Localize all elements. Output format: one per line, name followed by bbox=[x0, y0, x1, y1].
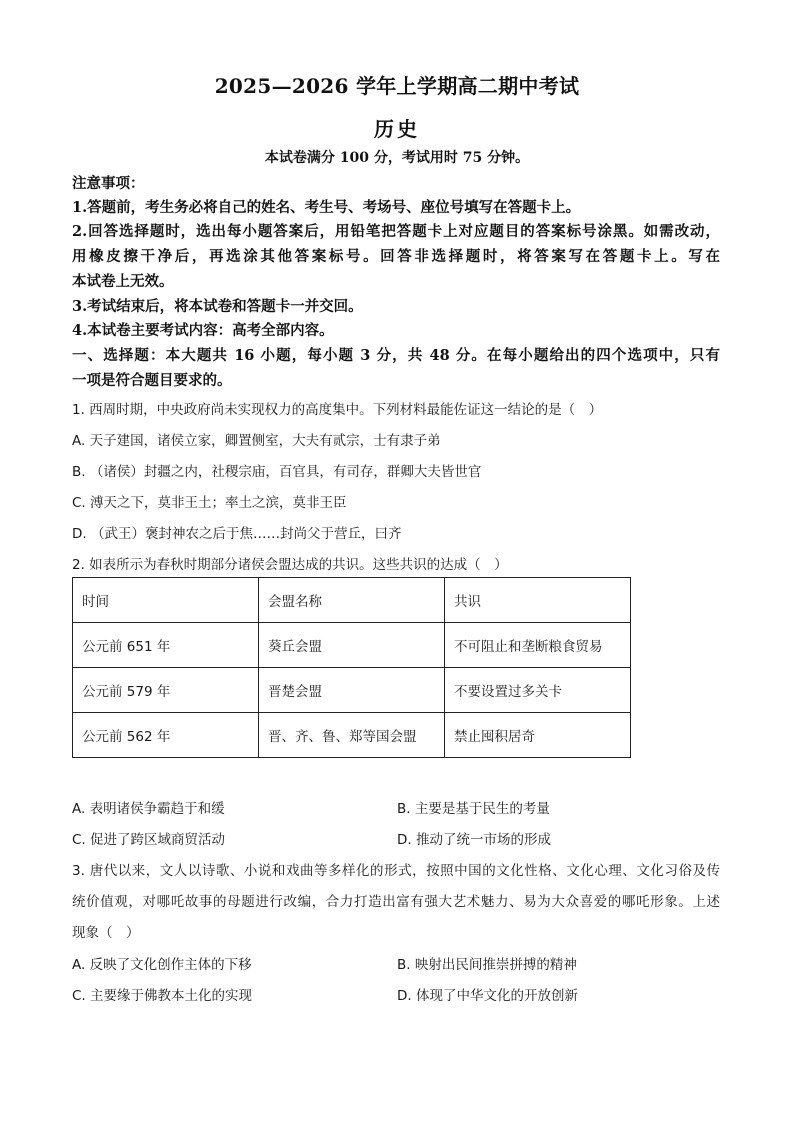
q1-option-b: B. （诸侯）封疆之内，社稷宗庙，百官具，有司存，群卿大夫皆世官 bbox=[72, 464, 482, 480]
q2-option-d: D. 推动了统一市场的形成 bbox=[397, 832, 551, 848]
table-cell: 不可阻止和垄断粮食贸易 bbox=[445, 623, 631, 668]
table-header-cell: 时间 bbox=[73, 578, 259, 623]
notes-item-1: 1.答题前，考生务必将自己的姓名、考生号、考场号、座位号填写在答题卡上。 bbox=[72, 199, 581, 216]
table-cell: 晋楚会盟 bbox=[259, 668, 445, 713]
score-time-line: 本试卷满分 100 分，考试用时 75 分钟。 bbox=[264, 150, 530, 166]
q3-stem-line-2: 统价值观，对哪吒故事的母题进行改编，合力打造出富有强大艺术魅力、易为大众喜爱的哪吒形象。上述 bbox=[72, 894, 720, 910]
q3-stem-line-1: 3. 唐代以来，文人以诗歌、小说和戏曲等多样化的形式，按照中国的文化性格、文化心理、文化习俗及传 bbox=[72, 863, 720, 879]
q3-stem-line-3: 现象（ ） bbox=[72, 925, 140, 941]
table-cell: 公元前 651 年 bbox=[73, 623, 259, 668]
notes-heading: 注意事项： bbox=[72, 175, 145, 192]
q3-option-a: A. 反映了文化创作主体的下移 bbox=[72, 957, 252, 973]
section-heading-line-2: 一项是符合题目要求的。 bbox=[72, 372, 232, 389]
notes-item-2-line-2: 用橡皮擦干净后，再选涂其他答案标号。回答非选择题时，将答案写在答题卡上。写在 bbox=[72, 248, 720, 265]
table-header-cell: 会盟名称 bbox=[259, 578, 445, 623]
notes-item-2-line-1: 2.回答选择题时，选出每小题答案后，用铅笔把答题卡上对应题目的答案标号涂黑。如需改动， bbox=[72, 223, 720, 240]
q1-option-d: D. （武王）褒封神农之后于焦……封尚父于营丘，曰齐 bbox=[72, 526, 402, 542]
table-row bbox=[73, 713, 631, 758]
table-cell: 晋、齐、鲁、郑等国会盟 bbox=[259, 713, 445, 758]
table-cell: 公元前 579 年 bbox=[73, 668, 259, 713]
q3-option-d: D. 体现了中华文化的开放创新 bbox=[397, 988, 578, 1004]
table-cell: 公元前 562 年 bbox=[73, 713, 259, 758]
table-cell: 不要设置过多关卡 bbox=[445, 668, 631, 713]
table-header-cell: 共识 bbox=[445, 578, 631, 623]
q2-table bbox=[72, 577, 631, 758]
q3-option-c: C. 主要缘于佛教本土化的实现 bbox=[72, 988, 253, 1004]
notes-item-3: 3.考试结束后，将本试卷和答题卡一并交回。 bbox=[72, 298, 363, 315]
table-cell: 葵丘会盟 bbox=[259, 623, 445, 668]
q1-stem: 1. 西周时期，中央政府尚未实现权力的高度集中。下列材料最能佐证这一结论的是（ ） bbox=[72, 402, 603, 418]
q2-option-c: C. 促进了跨区域商贸活动 bbox=[72, 832, 226, 848]
notes-item-2-line-3: 本试卷上无效。 bbox=[72, 273, 174, 290]
section-heading-line-1: 一、选择题：本大题共 16 小题，每小题 3 分，共 48 分。在每小题给出的四个选项中，只有 bbox=[72, 347, 720, 364]
notes-item-4: 4.本试卷主要考试内容：高考全部内容。 bbox=[72, 322, 334, 339]
table-cell: 禁止囤积居奇 bbox=[445, 713, 631, 758]
q2-option-b: B. 主要是基于民生的考量 bbox=[397, 801, 550, 817]
subject-title: 历史 bbox=[374, 117, 420, 141]
table-row bbox=[73, 668, 631, 713]
table-header-row bbox=[73, 578, 631, 623]
table-row bbox=[73, 623, 631, 668]
q2-option-a: A. 表明诸侯争霸趋于和缓 bbox=[72, 801, 225, 817]
exam-title: 2025—2026 学年上学期高二期中考试 bbox=[214, 74, 580, 98]
q1-option-a: A. 天子建国，诸侯立家，卿置侧室，大夫有贰宗，士有隶子弟 bbox=[72, 433, 441, 449]
q3-option-b: B. 映射出民间推崇拼搏的精神 bbox=[397, 957, 577, 973]
q1-option-c: C. 溥天之下，莫非王土；率土之滨，莫非王臣 bbox=[72, 495, 347, 511]
q2-stem: 2. 如表所示为春秋时期部分诸侯会盟达成的共识。这些共识的达成（ ） bbox=[72, 557, 508, 573]
